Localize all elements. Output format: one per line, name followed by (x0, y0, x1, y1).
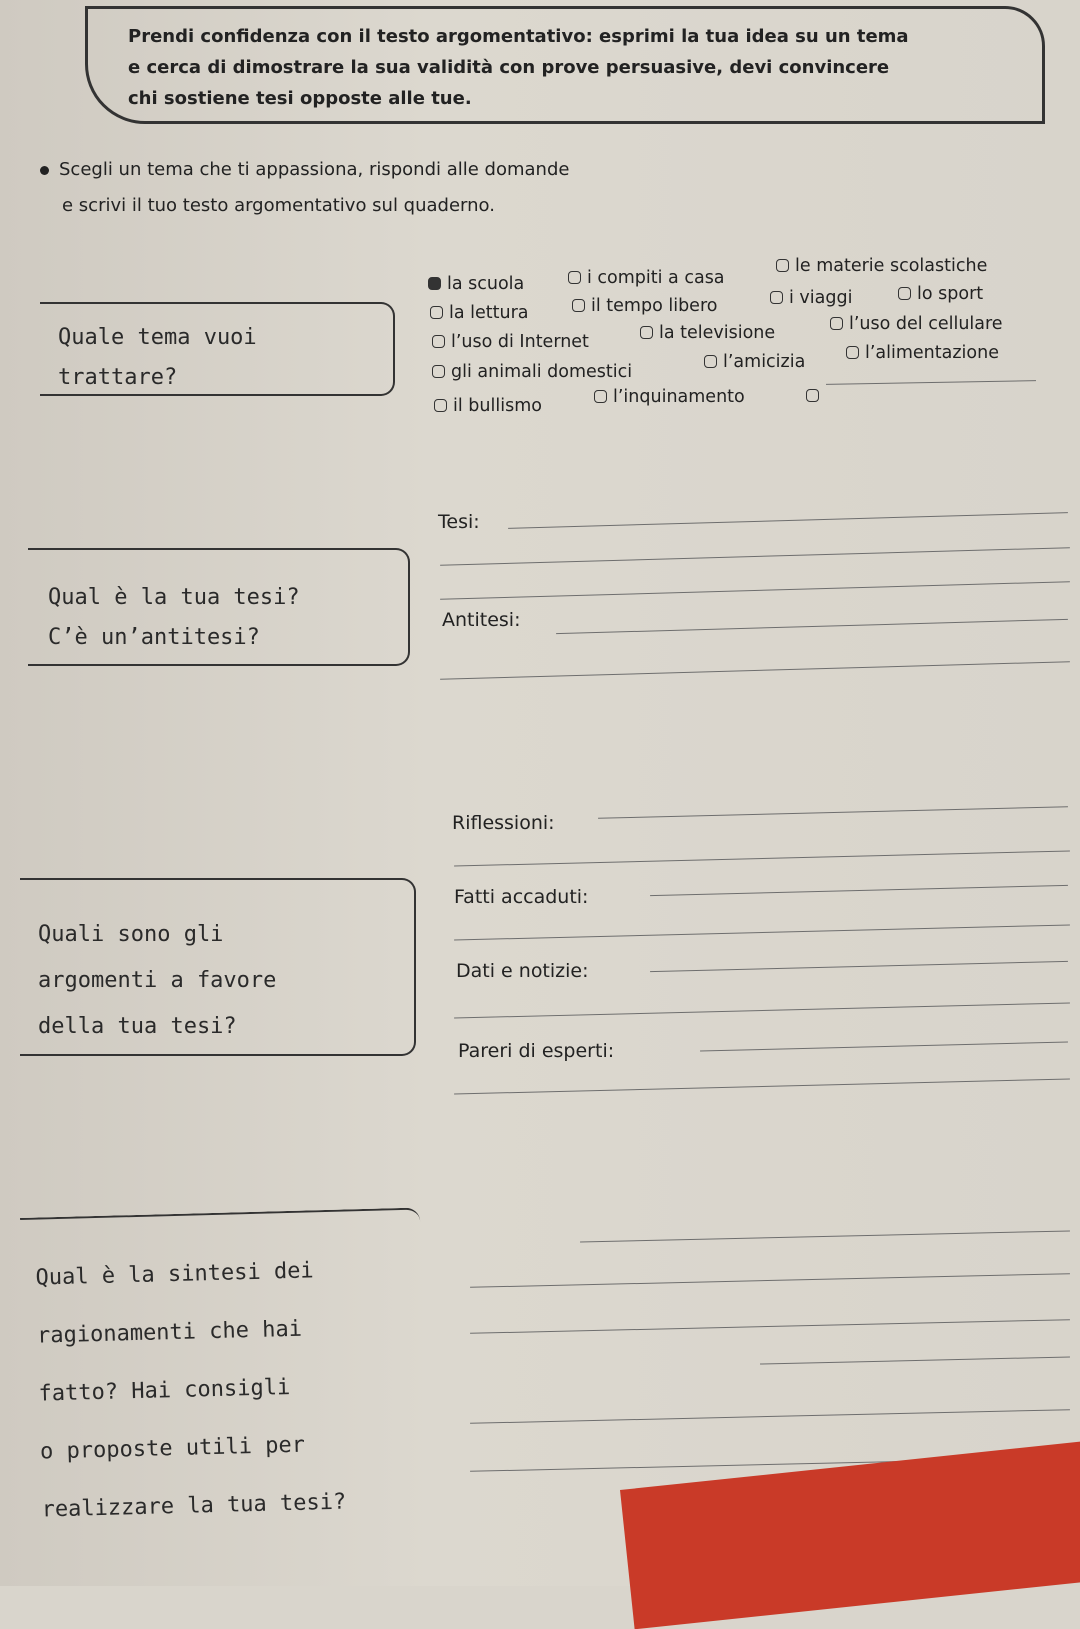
option-amicizia[interactable]: l’amicizia (704, 352, 805, 372)
checkbox-icon[interactable] (572, 299, 585, 312)
pareri-label: Pareri di esperti: (458, 1040, 615, 1062)
synthesis-line-5[interactable] (470, 1409, 1070, 1424)
question-arguments (20, 878, 416, 1056)
option-viaggi[interactable]: i viaggi (770, 288, 852, 308)
question-arguments-line-3: della tua tesi? (38, 1014, 237, 1039)
option-la-scuola[interactable]: la scuola (428, 274, 524, 294)
question-synthesis-line-1: Qual è la sintesi dei (35, 1258, 314, 1291)
checkbox-icon[interactable] (640, 326, 653, 339)
fatti-line-1[interactable] (650, 885, 1068, 896)
instruction-line-1: Scegli un tema che ti appassiona, rispondi alle domande (59, 159, 570, 180)
checkbox-icon[interactable] (776, 259, 789, 272)
question-thesis (28, 548, 410, 666)
checkbox-icon[interactable] (898, 287, 911, 300)
question-synthesis-line-3: fatto? Hai consigli (38, 1374, 291, 1407)
checkbox-icon[interactable] (432, 335, 445, 348)
checkbox-icon[interactable] (568, 271, 581, 284)
option-cellulare[interactable]: l’uso del cellulare (830, 314, 1003, 334)
checkbox-icon[interactable] (594, 390, 607, 403)
antitesi-line-2[interactable] (440, 661, 1070, 680)
question-thesis-line-1: Qual è la tua tesi? (48, 585, 300, 610)
fatti-label: Fatti accaduti: (454, 886, 589, 908)
instruction (40, 152, 569, 224)
checkbox-icon[interactable] (846, 346, 859, 359)
checkbox-icon[interactable] (704, 355, 717, 368)
checkbox-icon[interactable] (432, 365, 445, 378)
option-materie[interactable]: le materie scolastiche (776, 256, 987, 276)
tesi-label: Tesi: (438, 511, 480, 533)
tesi-line-2[interactable] (440, 547, 1070, 566)
checkbox-icon[interactable] (830, 317, 843, 330)
option-lettura[interactable]: la lettura (430, 303, 529, 323)
option-televisione[interactable]: la televisione (640, 323, 775, 343)
checkbox-checked-icon[interactable] (428, 277, 441, 290)
tesi-line-3[interactable] (440, 581, 1070, 600)
pareri-line-1[interactable] (700, 1042, 1068, 1052)
intro-line-1: Prendi confidenza con il testo argomentativo: esprimi la tua idea su un tema (128, 26, 909, 47)
question-synthesis-line-5: realizzare la tua tesi? (41, 1489, 347, 1523)
checkbox-icon[interactable] (806, 389, 819, 402)
antitesi-label: Antitesi: (442, 609, 521, 631)
option-bullismo[interactable]: il bullismo (434, 396, 542, 416)
question-synthesis (20, 1208, 428, 1523)
intro-banner (85, 6, 1045, 124)
synthesis-line-4[interactable] (760, 1356, 1070, 1364)
question-topic-line-1: Quale tema vuoi (58, 325, 257, 350)
dati-line-1[interactable] (650, 961, 1068, 972)
question-thesis-line-2: C’è un’antitesi? (48, 625, 260, 650)
question-arguments-line-1: Quali sono gli (38, 922, 224, 947)
checkbox-icon[interactable] (770, 291, 783, 304)
riflessioni-line-2[interactable] (454, 850, 1070, 866)
option-internet[interactable]: l’uso di Internet (432, 332, 589, 352)
intro-line-2: e cerca di dimostrare la sua validità con prove persuasive, devi convincere (128, 57, 890, 78)
antitesi-line-1[interactable] (556, 619, 1068, 634)
question-arguments-line-2: argomenti a favore (38, 968, 277, 993)
riflessioni-line-1[interactable] (598, 806, 1068, 818)
synthesis-line-3[interactable] (470, 1319, 1070, 1334)
dati-label: Dati e notizie: (456, 960, 589, 982)
riflessioni-label: Riflessioni: (452, 812, 555, 834)
option-alimentazione[interactable]: l’alimentazione (846, 343, 999, 363)
option-animali[interactable]: gli animali domestici (432, 362, 632, 382)
synthesis-line-2[interactable] (470, 1273, 1070, 1288)
fatti-line-2[interactable] (454, 924, 1070, 940)
checkbox-icon[interactable] (434, 399, 447, 412)
option-tempo-libero[interactable]: il tempo libero (572, 296, 717, 316)
dati-line-2[interactable] (454, 1002, 1070, 1018)
option-sport[interactable]: lo sport (898, 284, 983, 304)
option-other[interactable] (806, 386, 825, 406)
question-topic (40, 302, 395, 396)
question-synthesis-line-2: ragionamenti che hai (36, 1316, 303, 1349)
intro-line-3: chi sostiene tesi opposte alle tue. (128, 88, 472, 109)
tesi-line-1[interactable] (508, 512, 1068, 529)
option-other-line[interactable] (826, 380, 1036, 385)
synthesis-line-1[interactable] (580, 1230, 1070, 1242)
pareri-line-2[interactable] (454, 1078, 1070, 1094)
checkbox-icon[interactable] (430, 306, 443, 319)
option-compiti[interactable]: i compiti a casa (568, 268, 725, 288)
instruction-line-2: e scrivi il tuo testo argomentativo sul quaderno. (62, 195, 495, 216)
red-cover-edge (620, 1427, 1080, 1629)
option-inquinamento[interactable]: l’inquinamento (594, 387, 745, 407)
bullet-icon (40, 166, 49, 175)
question-topic-line-2: trattare? (58, 365, 178, 390)
question-synthesis-line-4: o proposte utili per (39, 1432, 306, 1465)
